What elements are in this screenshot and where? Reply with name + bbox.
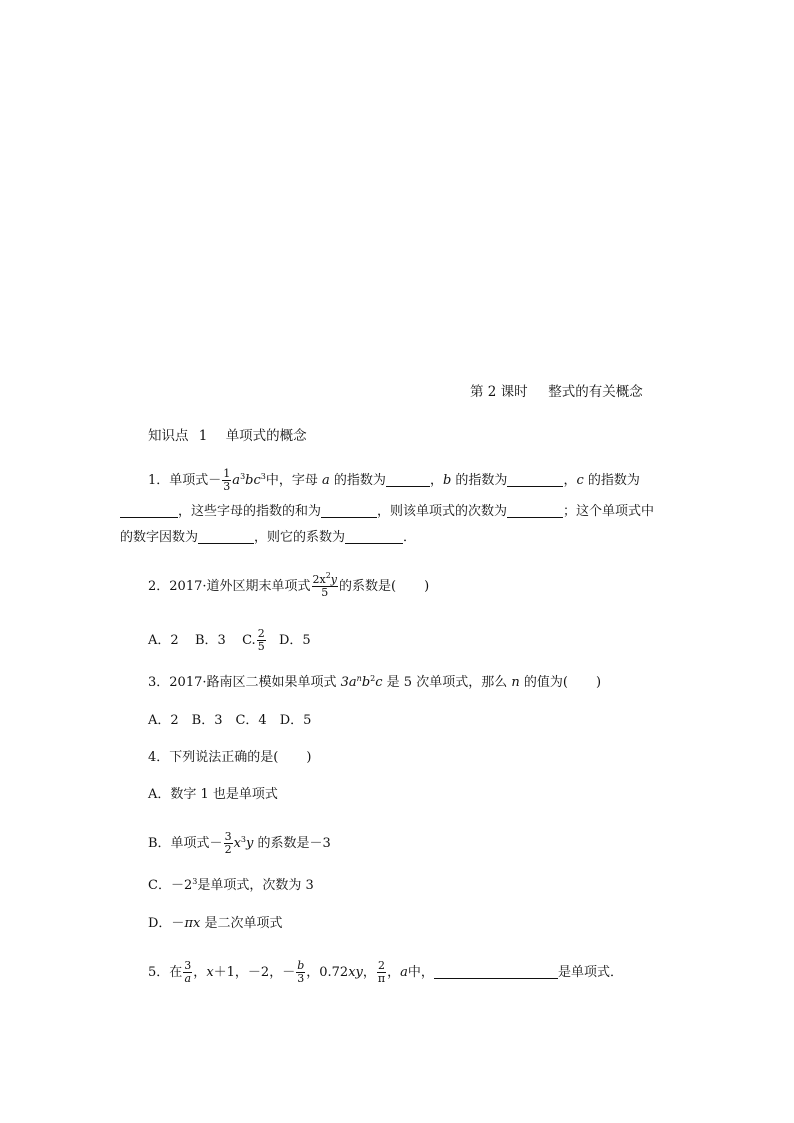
- q1-text: 的数字因数为: [120, 530, 199, 545]
- fraction: [296, 960, 305, 985]
- option-d[interactable]: D．5: [278, 633, 311, 648]
- question-5: [148, 960, 623, 985]
- question-number: 4．: [148, 750, 170, 765]
- frac-numerator: 2: [378, 959, 386, 972]
- question-2: [148, 571, 430, 599]
- q3-text: 的值为(: [523, 675, 568, 690]
- var: x: [206, 965, 214, 980]
- question-1-line-2: [120, 502, 654, 522]
- frac-denominator: 2: [224, 843, 232, 856]
- q5-text: ，: [193, 965, 207, 980]
- fraction: [183, 960, 192, 985]
- option-a[interactable]: A．2: [148, 633, 179, 648]
- question-number: 5．: [148, 965, 170, 980]
- var: b: [361, 675, 371, 690]
- fraction: [377, 960, 386, 985]
- frac-numerator: b: [297, 959, 305, 972]
- var: xy: [348, 965, 363, 980]
- answer-blank[interactable]: [507, 472, 563, 487]
- frac-denominator: 3: [223, 480, 231, 493]
- q2-text: 2017·道外区期末单项式: [169, 579, 311, 594]
- frac-numerator: 3: [224, 830, 232, 843]
- q1-text: ，这些字母的指数的和为: [178, 504, 322, 519]
- exponent: 3: [240, 472, 246, 481]
- q1-prefix: 单项式－: [169, 473, 222, 488]
- section-heading: [148, 424, 307, 444]
- lesson-number: 第 2 课时: [470, 384, 528, 400]
- monomial: 3a: [340, 675, 357, 690]
- question-1-line-1: [148, 468, 640, 493]
- option-c[interactable]: [242, 627, 267, 653]
- answer-blank[interactable]: [507, 503, 563, 518]
- option-text: B．单项式－: [148, 836, 223, 851]
- question-4: [148, 748, 311, 768]
- q1-text: ，则该单项式的次数为: [377, 504, 508, 519]
- q1-text: 的指数为: [333, 473, 386, 488]
- option-text: C．－2: [148, 878, 193, 893]
- question-3-options[interactable]: A．2 B．3 C．4 D．5: [148, 713, 312, 728]
- fraction: [312, 571, 339, 599]
- var: c: [576, 473, 584, 488]
- frac-numerator: 3: [184, 959, 192, 972]
- frac-denominator: 5: [257, 640, 265, 653]
- var: c: [375, 675, 383, 690]
- exponent: 2: [325, 571, 331, 580]
- fraction: [224, 831, 233, 856]
- q2-text: ): [424, 579, 430, 594]
- frac-denominator: π: [377, 972, 386, 985]
- option-text: 是单项式，次数为 3: [197, 878, 314, 893]
- q5-text: ＋1，－2，－: [213, 965, 296, 980]
- option-b[interactable]: [148, 831, 331, 856]
- q5-text: 在: [169, 965, 183, 980]
- var: a: [232, 473, 241, 488]
- option-text: 的系数是－3: [257, 836, 331, 851]
- q1-text: 中，字母: [265, 473, 318, 488]
- option-a[interactable]: A．数字 1 也是单项式: [148, 787, 278, 802]
- answer-blank[interactable]: [198, 529, 254, 544]
- q1-text: ，: [563, 473, 577, 488]
- lesson-title: [470, 380, 643, 400]
- answer-blank[interactable]: [434, 964, 558, 979]
- exponent: 3: [260, 472, 266, 481]
- question-number: 3．: [148, 675, 170, 690]
- q3-text: 是 5 次单项式，那么: [386, 675, 508, 690]
- var: y: [246, 836, 254, 851]
- answer-blank[interactable]: [321, 503, 377, 518]
- question-number: 1．: [148, 473, 170, 488]
- section-name: 单项式的概念: [225, 428, 307, 444]
- option-text: 是二次单项式: [204, 916, 283, 931]
- q4-text: ): [306, 750, 312, 765]
- q1-text: ，则它的系数为: [254, 530, 346, 545]
- var: a: [400, 965, 408, 980]
- frac-numerator: 2: [257, 627, 265, 640]
- q1-text: ，: [429, 473, 443, 488]
- q1-text: 的指数为: [587, 473, 640, 488]
- q5-text: 是单项式．: [557, 965, 623, 980]
- fraction: [257, 628, 266, 653]
- exponent: 2: [370, 674, 376, 683]
- q5-text: ，0.72: [306, 965, 349, 980]
- answer-blank[interactable]: [345, 529, 403, 544]
- option-text: D．－: [148, 916, 185, 931]
- frac-denominator: 5: [321, 586, 329, 599]
- frac-denominator: a: [184, 972, 192, 985]
- answer-blank[interactable]: [120, 503, 178, 518]
- q5-text: ，: [362, 965, 376, 980]
- var: n: [511, 675, 520, 690]
- q1-text: ；这个单项式中: [563, 504, 655, 519]
- frac-denominator: 3: [297, 972, 305, 985]
- q1-text: 的指数为: [455, 473, 508, 488]
- var: y: [330, 573, 338, 586]
- question-number: 2．: [148, 579, 170, 594]
- q3-text: ): [595, 675, 602, 690]
- question-3: [148, 673, 601, 693]
- exponent: n: [356, 674, 362, 683]
- q1-text: ．: [403, 530, 417, 545]
- var: b: [442, 473, 452, 488]
- var: bc: [245, 473, 261, 488]
- q5-text: ，: [387, 965, 401, 980]
- option-label: C.: [242, 633, 256, 648]
- fraction: [222, 468, 231, 493]
- exponent: 3: [192, 877, 198, 886]
- option-b[interactable]: B．3: [194, 633, 226, 648]
- var: a: [322, 473, 330, 488]
- exponent: 3: [240, 835, 246, 844]
- frac-part: 2x: [312, 573, 326, 586]
- q5-text: 中，: [407, 965, 434, 980]
- var: πx: [184, 916, 201, 931]
- option-d[interactable]: [148, 914, 282, 934]
- section-number: 1: [198, 428, 208, 444]
- question-2-options: [148, 628, 311, 653]
- frac-numerator: 1: [223, 467, 231, 480]
- q2-text: 的系数是(: [339, 579, 397, 594]
- option-c[interactable]: [148, 876, 314, 896]
- var: x: [233, 836, 241, 851]
- answer-blank[interactable]: [386, 472, 430, 487]
- q3-text: 2017·路南区二模如果单项式: [169, 675, 337, 690]
- lesson-topic: 整式的有关概念: [548, 384, 643, 400]
- section-label: 知识点: [148, 428, 189, 444]
- q4-text: 下列说法正确的是(: [169, 750, 279, 765]
- question-1-line-3: [120, 528, 416, 548]
